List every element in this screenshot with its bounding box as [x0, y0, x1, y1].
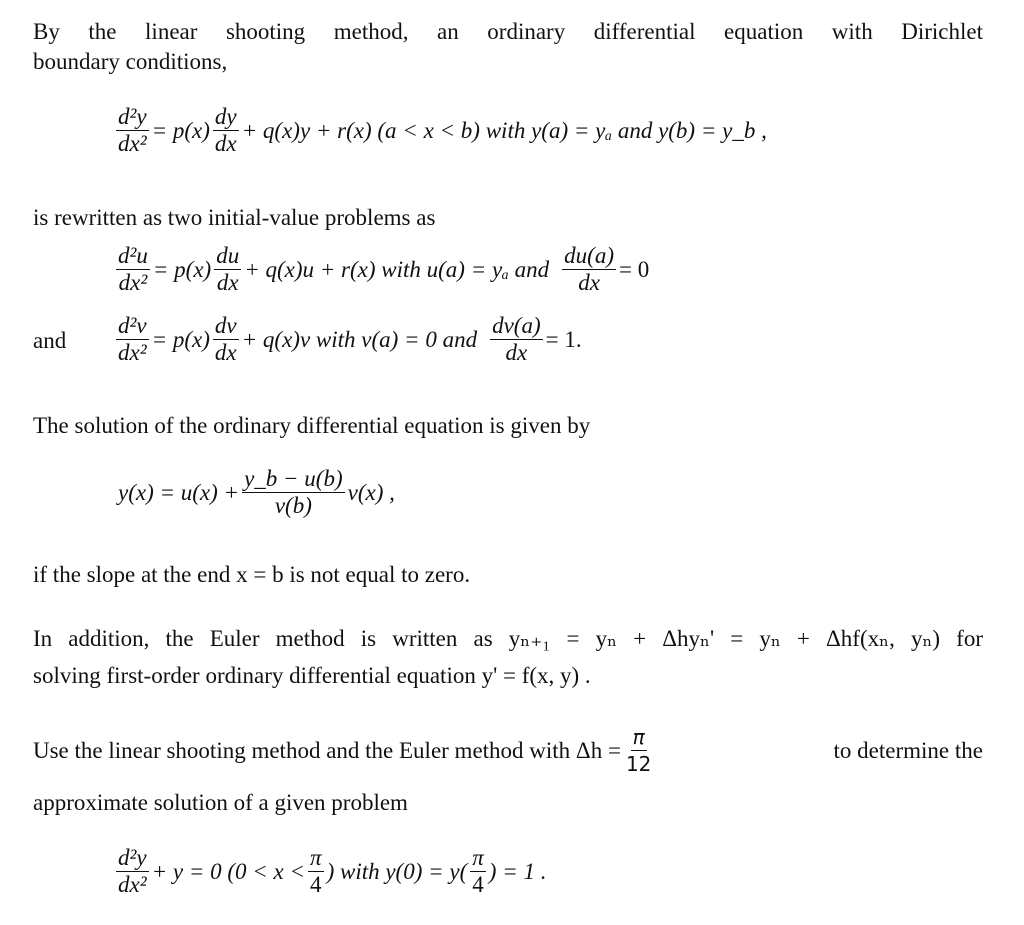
- frac-den: dx: [214, 131, 237, 156]
- equation-v: [113, 313, 582, 366]
- eq-part: + q(x)u + r(x) with u(a) = yₐ and: [244, 256, 550, 282]
- frac-num: π: [472, 845, 484, 870]
- eq-part: = 1.: [545, 326, 582, 352]
- frac-den: dx²: [118, 270, 148, 295]
- frac-dv-dx: [213, 313, 239, 366]
- frac-den: dx²: [118, 872, 147, 897]
- eq-part: ) with y(0) = y(: [326, 858, 468, 884]
- eq-part: v(x) ,: [347, 479, 395, 505]
- frac-pi-over-4-b: [470, 845, 486, 898]
- use-line-2: approximate solution of a given problem: [33, 790, 408, 815]
- use-line-1: [33, 724, 983, 777]
- eq-part: + y = 0 (0 < x <: [151, 858, 306, 884]
- frac-num: du: [216, 243, 240, 268]
- eq-part: + q(x)v with v(a) = 0 and: [241, 326, 478, 352]
- frac-den: dx²: [118, 340, 147, 365]
- frac-num: d²y: [118, 845, 147, 870]
- frac-den: 4: [472, 872, 484, 897]
- frac-dy-dx: [213, 104, 239, 157]
- frac-d2u-dx2: [116, 243, 150, 296]
- rewrite-text: is rewritten as two initial-value problems as: [33, 205, 436, 230]
- eq-part: = 0: [619, 256, 650, 282]
- frac-num: π: [310, 845, 322, 870]
- frac-du-dx: [214, 243, 241, 296]
- frac-d2y-dx2: [116, 104, 149, 157]
- equation-solution: [118, 466, 395, 519]
- eq-part: y(x) = u(x) +: [118, 479, 240, 505]
- eq-part: + q(x)y + r(x) (a < x < b) with y(a) = yₐ and y(b) = y_b ,: [241, 117, 767, 143]
- eq-part: = p(x): [152, 256, 212, 282]
- frac-d2v-dx2: [116, 313, 149, 366]
- eq-part: = p(x): [151, 117, 210, 143]
- frac-num: d²u: [118, 243, 148, 268]
- euler-line-1: In addition, the Euler method is written as yₙ₊₁ = yₙ + Δhyₙ' = yₙ + Δhf(xₙ, yₙ) for: [33, 626, 983, 651]
- frac-den: dx: [216, 270, 239, 295]
- frac-den: v(b): [274, 493, 312, 518]
- use-text-pre: Use the linear shooting method and the Euler method with Δh =: [33, 737, 621, 763]
- frac-den: dx: [505, 340, 528, 365]
- frac-den: dx²: [118, 131, 147, 156]
- frac-num: π: [632, 725, 645, 749]
- frac-num: d²y: [118, 104, 147, 129]
- frac-num: du(a): [564, 243, 614, 268]
- intro-line-2: boundary conditions,: [33, 49, 228, 74]
- equation-u: [113, 243, 649, 296]
- frac-pi-over-4: [308, 845, 324, 898]
- frac-den: dx: [214, 340, 237, 365]
- use-text-post: to determine the: [833, 737, 983, 763]
- slope-text: if the slope at the end x = b is not equal to zero.: [33, 562, 471, 587]
- eq-part: ) = 1 .: [488, 858, 547, 884]
- frac-du-a-dx: [562, 243, 616, 296]
- equation-problem: [113, 845, 546, 898]
- frac-den: 12: [625, 752, 652, 776]
- frac-dv-a-dx: [490, 313, 543, 366]
- frac-d2y-dx2: [116, 845, 149, 898]
- frac-num: dy: [214, 104, 237, 129]
- frac-num: y_b − u(b): [244, 466, 343, 491]
- frac-den: dx: [578, 270, 600, 295]
- frac-yb-minus-ub-over-vb: [242, 466, 345, 519]
- euler-line-2: solving first-order ordinary differential equation y' = f(x, y) .: [33, 663, 591, 688]
- frac-den: 4: [310, 872, 322, 897]
- eq-part: = p(x): [151, 326, 210, 352]
- equation-bvp: [113, 104, 767, 157]
- frac-pi-over-12: [624, 724, 653, 777]
- solution-text: The solution of the ordinary differential equation is given by: [33, 413, 591, 438]
- frac-num: dv: [214, 313, 237, 338]
- frac-num: dv(a): [492, 313, 541, 338]
- and-label: and: [33, 328, 67, 353]
- intro-line-1: By the linear shooting method, an ordinary differential equation with Dirichlet: [33, 19, 983, 44]
- frac-num: d²v: [118, 313, 147, 338]
